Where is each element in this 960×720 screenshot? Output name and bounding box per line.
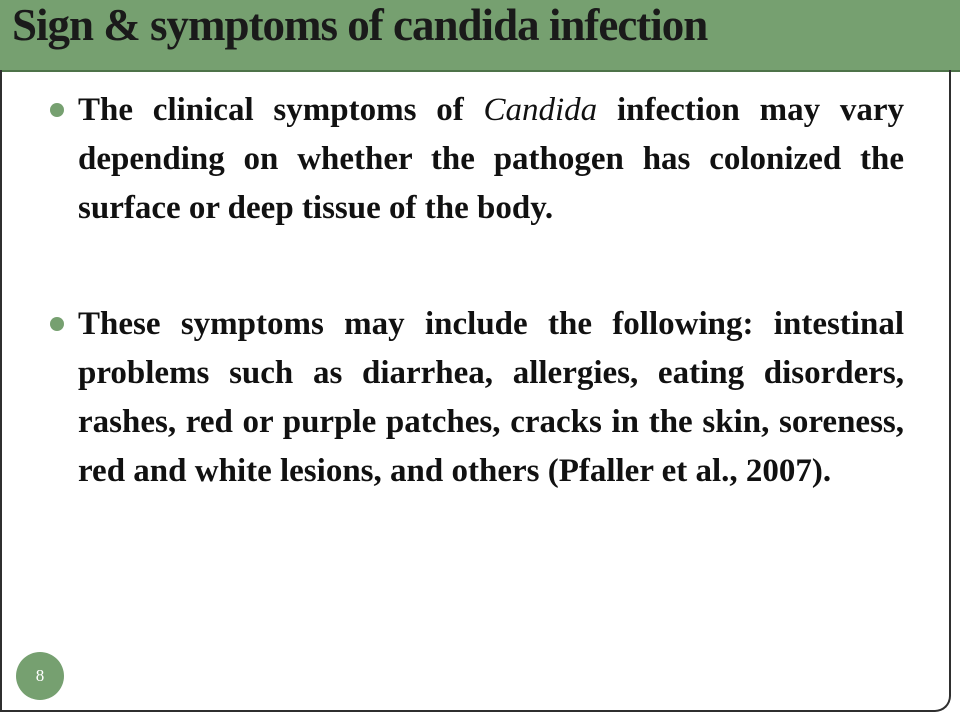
slide-title: Sign & symptoms of candida infection (12, 0, 708, 50)
bullet-list (78, 86, 904, 496)
bullet-text-part: These symptoms may include the following: intestinal problems such as diarrhea, allergies, eating disorders, rashes, red or purple patches, cracks in the skin, soreness, red and white lesions, and others (Pfaller et al., 2007). (78, 306, 904, 489)
bullet-item (78, 300, 904, 496)
bullet-text-italic: Candida (483, 92, 598, 128)
bullet-dot-icon (50, 103, 64, 117)
bullet-dot-icon (50, 317, 64, 331)
page-number-badge: 8 (16, 652, 64, 700)
title-bar (0, 0, 960, 72)
bullet-item (78, 86, 904, 233)
slide-frame-left-border (0, 70, 2, 712)
bullet-text-part: infection may vary depending on whether the pathogen has colonized the surface or deep tissue of the body. (78, 92, 905, 226)
bullet-text-part: The clinical symptoms of (78, 92, 484, 128)
